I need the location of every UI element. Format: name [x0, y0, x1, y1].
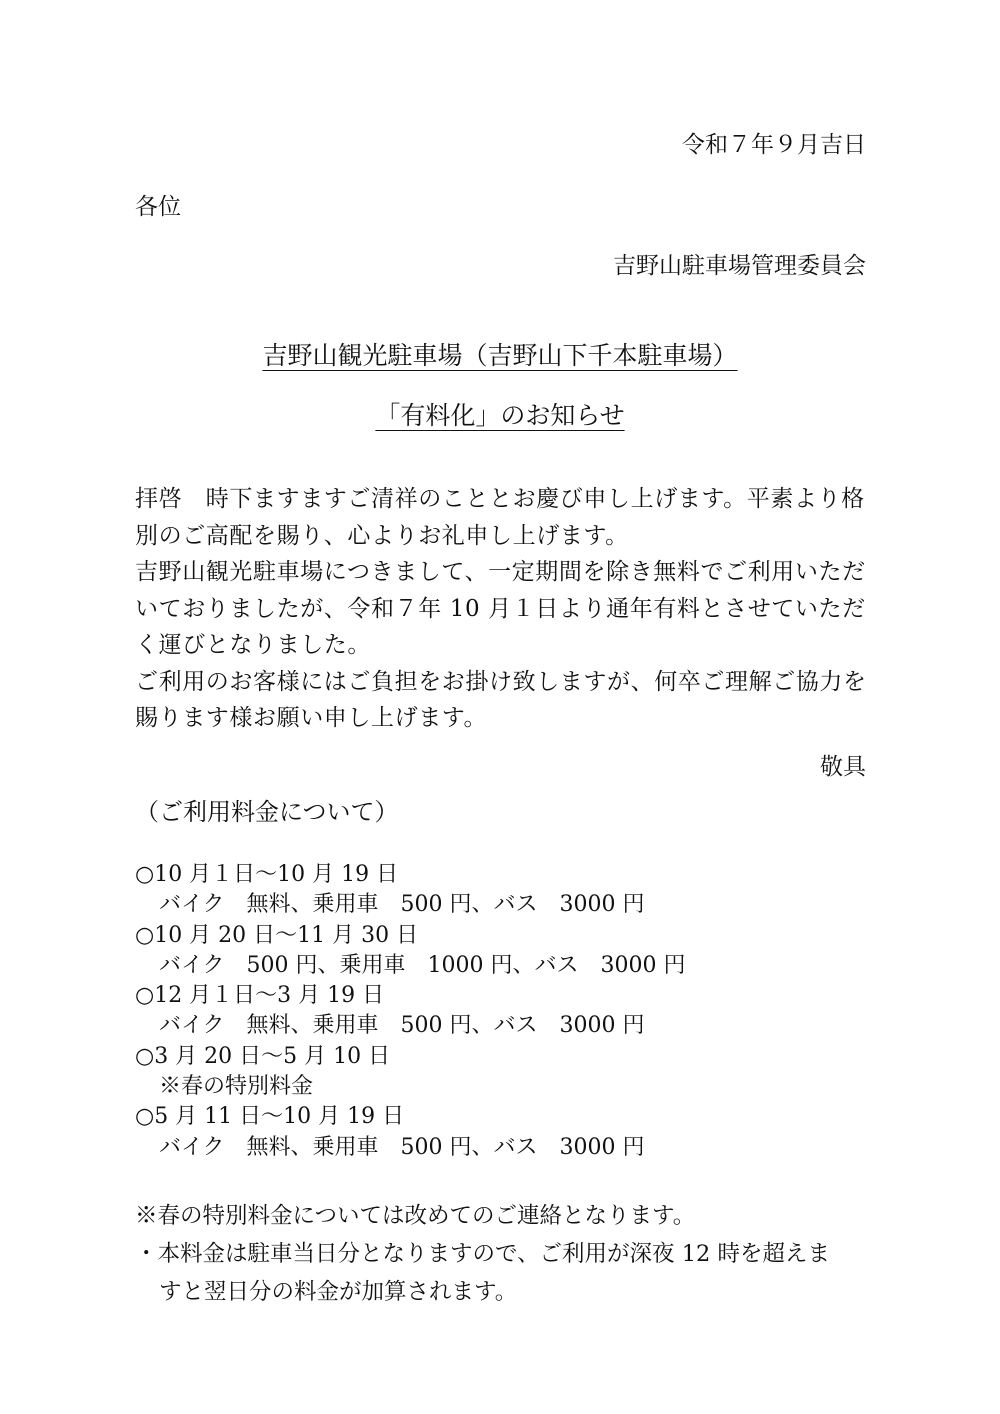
fee-item: [135, 921, 686, 982]
body-text: [135, 481, 870, 737]
fee-period: ○5 月 11 日～10 月 19 日: [135, 1104, 405, 1130]
fee-item: [135, 1042, 686, 1103]
fee-period: ○10 月 20 日～11 月 30 日: [135, 922, 419, 948]
fee-detail: バイク 無料、乗用車 500 円、バス 3000 円: [159, 892, 645, 918]
fee-period: ○3 月 20 日～5 月 10 日: [135, 1043, 391, 1069]
fee-period: ○12 月１日～3 月 19 日: [135, 983, 385, 1009]
body-paragraph-1: 拝啓 時下ますますご清祥のこととお慶び申し上げます。平素より格別のご高配を賜り、心よりお礼申し上げます。: [135, 486, 865, 549]
recipient: 各位: [135, 194, 181, 220]
closing-word: 敬具: [820, 754, 866, 780]
document-title-line2: [0, 401, 1000, 431]
document-title-line1: [0, 341, 1000, 371]
fee-detail: バイク 無料、乗用車 500 円、バス 3000 円: [159, 1013, 645, 1039]
note-spring-fee: ※春の特別料金については改めてのご連絡となります。: [135, 1203, 696, 1229]
fee-list: [135, 860, 686, 1163]
issue-date: 令和７年９月吉日: [682, 132, 866, 158]
notes: [135, 1197, 875, 1311]
fee-detail: バイク 無料、乗用車 500 円、バス 3000 円: [159, 1134, 645, 1160]
fee-period: ○10 月１日～10 月 19 日: [135, 862, 399, 887]
fee-detail: ※春の特別料金: [159, 1074, 314, 1100]
fee-item: [135, 981, 686, 1042]
fee-detail: バイク 500 円、乗用車 1000 円、バス 3000 円: [159, 952, 686, 978]
note-midnight-line2: すと翌日分の料金が加算されます。: [159, 1279, 518, 1305]
body-paragraph-2: 吉野山観光駐車場につきまして、一定期間を除き無料でご利用いただいておりましたが、令和７年 10 月１日より通年有料とさせていただく運びとなりました。: [135, 559, 866, 658]
fee-item: [135, 1102, 686, 1163]
fee-item: [135, 860, 686, 921]
sender-organization: 吉野山駐車場管理委員会: [613, 253, 866, 279]
title-line1-text: 吉野山観光駐車場（吉野山下千本駐車場）: [262, 341, 738, 370]
note-midnight-line1: ・本料金は駐車当日分となりますので、ご利用が深夜 12 時を超えま: [135, 1241, 830, 1267]
body-paragraph-3: ご利用のお客様にはご負担をお掛け致しますが、何卒ご理解ご協力を賜ります様お願い申し上げます。: [135, 668, 867, 731]
title-line2-text: 「有料化」のお知らせ: [375, 401, 625, 430]
fees-heading: （ご利用料金について）: [135, 798, 399, 826]
